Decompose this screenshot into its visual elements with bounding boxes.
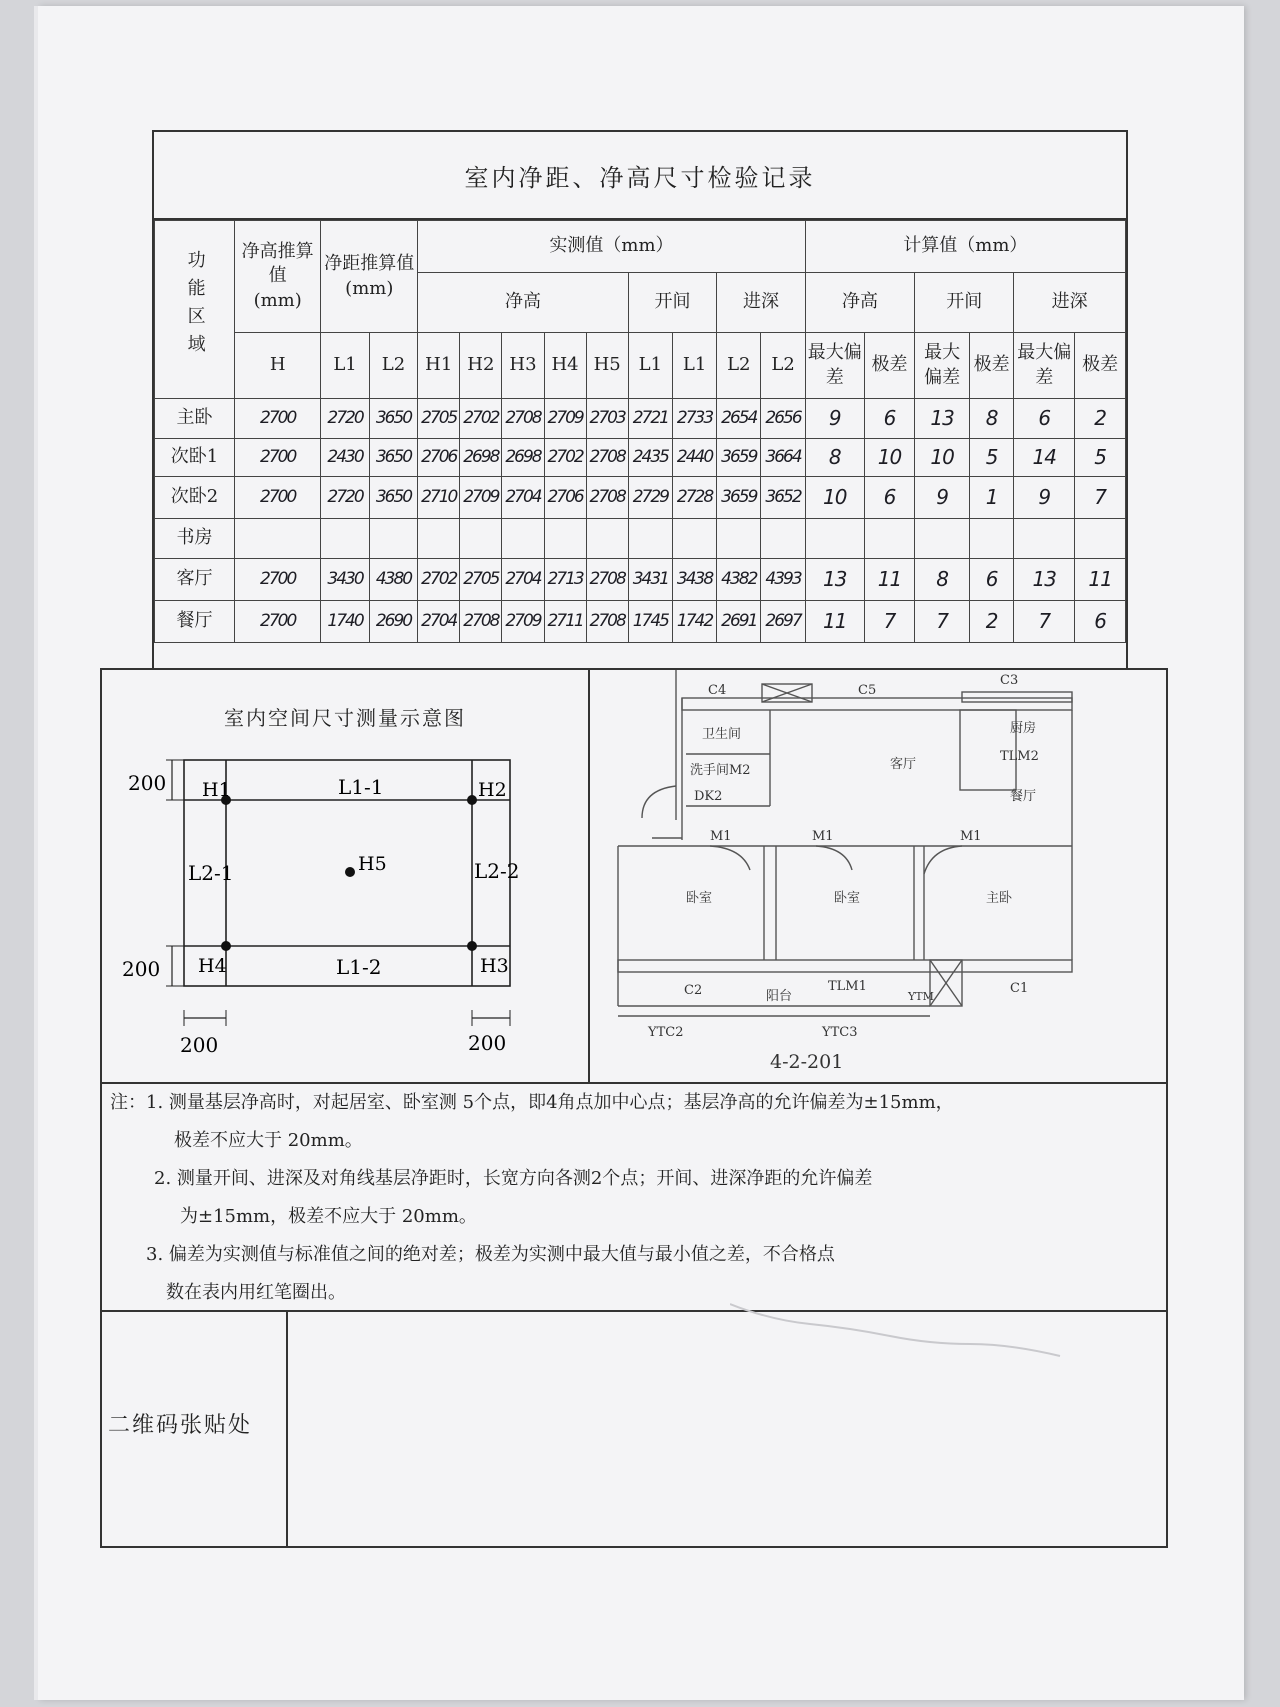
table-cell: 2430 <box>321 439 369 477</box>
note-line: 3. 偏差为实测值与标准值之间的绝对差；极差为实测中最大值与最小值之差，不合格点 <box>146 1244 835 1265</box>
plan-label: C4 <box>708 683 727 698</box>
table-cell: 3431 <box>628 559 672 601</box>
row-region-name: 主卧 <box>155 399 235 439</box>
table-cell: 3650 <box>369 439 417 477</box>
record-sheet <box>152 130 1128 670</box>
floor-plan-sketch <box>590 670 1166 1082</box>
table-cell: 2704 <box>418 601 460 643</box>
plan-label: 厨房 <box>1010 721 1037 736</box>
table-cell: 2654 <box>717 399 761 439</box>
computed-bay-header: 开间 <box>915 273 1014 333</box>
table-row <box>155 477 1126 519</box>
table-cell <box>586 519 628 559</box>
col-bay-maxdev: 最大偏差 <box>915 333 970 399</box>
table-cell: 2704 <box>502 559 544 601</box>
table-cell: 8 <box>969 399 1013 439</box>
span-label: L1-1 <box>338 775 384 799</box>
table-cell <box>418 519 460 559</box>
table-cell <box>761 519 805 559</box>
table-cell: 6 <box>1014 399 1075 439</box>
table-cell: 2705 <box>418 399 460 439</box>
row-region-name: 次卧2 <box>155 477 235 519</box>
table-cell: 2698 <box>502 439 544 477</box>
table-cell: 2656 <box>761 399 805 439</box>
l-estimate-header: 净距推算值 (mm) <box>321 221 418 333</box>
qr-label-cell <box>102 1312 288 1546</box>
h-estimate-header: 净高推算值 (mm) <box>235 221 321 333</box>
table-cell: 1 <box>969 477 1013 519</box>
table-cell: 3650 <box>369 477 417 519</box>
plan-label: C2 <box>684 983 703 998</box>
note-line: 2. 测量开间、进深及对角线基层净距时，长宽方向各测2个点；开间、进深净距的允许偏差 <box>154 1168 873 1189</box>
point-label: H4 <box>198 955 227 977</box>
table-cell: 11 <box>1075 559 1126 601</box>
qr-label: 二维码张贴处 <box>108 1413 253 1438</box>
table-cell: 13 <box>805 559 864 601</box>
table-cell: 2440 <box>672 439 716 477</box>
span-label: L2-1 <box>188 861 234 885</box>
table-cell: 7 <box>864 601 915 643</box>
table-cell: 13 <box>915 399 970 439</box>
col-h5: H5 <box>586 333 628 399</box>
table-cell: 2720 <box>321 477 369 519</box>
plan-label: YTM <box>908 990 934 1003</box>
floor-plan <box>590 670 1166 1082</box>
inspection-table <box>154 220 1126 643</box>
span-label: L1-2 <box>336 955 382 979</box>
table-cell: 2704 <box>502 477 544 519</box>
plan-label: 餐厅 <box>1010 789 1037 804</box>
table-cell: 2700 <box>235 399 321 439</box>
span-label: L2-2 <box>474 859 520 883</box>
table-cell: 3650 <box>369 399 417 439</box>
measured-header: 实测值（mm） <box>418 221 806 273</box>
note-line: 为±15mm，极差不应大于 20mm。 <box>180 1206 477 1227</box>
plan-label: DK2 <box>694 789 723 804</box>
table-row <box>155 601 1126 643</box>
table-cell: 4393 <box>761 559 805 601</box>
row-region-name: 客厅 <box>155 559 235 601</box>
table-cell: 2721 <box>628 399 672 439</box>
table-cell: 7 <box>1014 601 1075 643</box>
table-cell: 11 <box>864 559 915 601</box>
table-cell: 2710 <box>418 477 460 519</box>
note-line: 注：1. 测量基层净高时，对起居室、卧室测 5个点，即4角点加中心点；基层净高的允许偏差为±15mm， <box>110 1092 954 1113</box>
computed-height-header: 净高 <box>805 273 914 333</box>
table-cell: 2691 <box>717 601 761 643</box>
table-cell <box>502 519 544 559</box>
dim-label: 200 <box>122 957 161 981</box>
table-cell: 2698 <box>460 439 502 477</box>
plan-label: TLM2 <box>1000 749 1039 764</box>
col-h: H <box>235 333 321 399</box>
table-cell <box>672 519 716 559</box>
note-line: 数在表内用红笔圈出。 <box>166 1282 346 1303</box>
table-cell: 3659 <box>717 439 761 477</box>
table-cell: 2706 <box>544 477 586 519</box>
plan-label: 主卧 <box>986 891 1013 906</box>
row-region-name: 书房 <box>155 519 235 559</box>
table-cell: 13 <box>1014 559 1075 601</box>
diagram-title: 室内空间尺寸测量示意图 <box>224 706 466 730</box>
plan-caption: 4-2-201 <box>770 1051 844 1073</box>
table-cell: 3652 <box>761 477 805 519</box>
table-cell: 2708 <box>586 601 628 643</box>
table-cell: 1740 <box>321 601 369 643</box>
region-header: 功能区域 <box>155 221 235 399</box>
col-bay-l1a: L1 <box>628 333 672 399</box>
table-cell <box>369 519 417 559</box>
col-l2: L2 <box>369 333 417 399</box>
table-cell: 2702 <box>544 439 586 477</box>
col-depth-range: 极差 <box>1075 333 1126 399</box>
table-cell: 3430 <box>321 559 369 601</box>
table-cell: 2 <box>969 601 1013 643</box>
table-cell: 3438 <box>672 559 716 601</box>
document-title: 室内净距、净高尺寸检验记录 <box>154 132 1126 220</box>
table-cell: 2700 <box>235 477 321 519</box>
table-cell: 2708 <box>502 399 544 439</box>
col-h4: H4 <box>544 333 586 399</box>
table-body <box>155 399 1126 643</box>
table-cell: 2705 <box>460 559 502 601</box>
col-depth-l2a: L2 <box>717 333 761 399</box>
col-l1: L1 <box>321 333 369 399</box>
table-cell: 1742 <box>672 601 716 643</box>
dim-label: 200 <box>180 1033 219 1057</box>
computed-header: 计算值（mm） <box>805 221 1125 273</box>
plan-label: 卫生间 <box>702 727 742 742</box>
table-cell: 9 <box>1014 477 1075 519</box>
table-cell: 14 <box>1014 439 1075 477</box>
plan-label: C5 <box>858 683 877 698</box>
table-cell: 11 <box>805 601 864 643</box>
point-label: H3 <box>480 955 509 977</box>
table-cell: 5 <box>1075 439 1126 477</box>
table-cell <box>628 519 672 559</box>
row-region-name: 餐厅 <box>155 601 235 643</box>
table-cell: 10 <box>915 439 970 477</box>
row-region-name: 次卧1 <box>155 439 235 477</box>
table-cell <box>969 519 1013 559</box>
col-h1: H1 <box>418 333 460 399</box>
notes-section <box>102 1082 1166 1310</box>
col-height-range: 极差 <box>864 333 915 399</box>
table-cell: 7 <box>1075 477 1126 519</box>
table-cell <box>864 519 915 559</box>
table-cell: 3659 <box>717 477 761 519</box>
plan-label: YTC2 <box>648 1025 684 1040</box>
plan-label: M1 <box>710 829 732 844</box>
table-cell: 2702 <box>460 399 502 439</box>
point-label: H2 <box>478 779 507 801</box>
table-cell <box>1014 519 1075 559</box>
table-cell: 4382 <box>717 559 761 601</box>
col-h3: H3 <box>502 333 544 399</box>
point-label: H1 <box>202 779 231 801</box>
table-cell: 2733 <box>672 399 716 439</box>
table-cell: 2700 <box>235 439 321 477</box>
table-cell: 9 <box>805 399 864 439</box>
table-cell: 5 <box>969 439 1013 477</box>
table-cell: 10 <box>805 477 864 519</box>
table-cell: 2728 <box>672 477 716 519</box>
plan-label: YTC3 <box>822 1025 858 1040</box>
plan-label: 卧室 <box>834 891 861 906</box>
table-cell: 1745 <box>628 601 672 643</box>
plan-label: 客厅 <box>890 757 917 772</box>
table-cell: 2702 <box>418 559 460 601</box>
col-h2: H2 <box>460 333 502 399</box>
table-cell: 2708 <box>586 439 628 477</box>
table-cell: 10 <box>864 439 915 477</box>
table-cell: 2711 <box>544 601 586 643</box>
table-cell <box>805 519 864 559</box>
table-cell: 2709 <box>460 477 502 519</box>
table-cell: 6 <box>864 399 915 439</box>
table-cell: 8 <box>915 559 970 601</box>
table-cell: 2729 <box>628 477 672 519</box>
table-row <box>155 439 1126 477</box>
table-cell: 9 <box>915 477 970 519</box>
table-row <box>155 559 1126 601</box>
table-cell: 2708 <box>460 601 502 643</box>
dim-label: 200 <box>128 771 167 795</box>
table-cell: 6 <box>1075 601 1126 643</box>
plan-label: 阳台 <box>766 989 793 1004</box>
note-line: 极差不应大于 20mm。 <box>174 1130 363 1151</box>
table-cell: 2709 <box>544 399 586 439</box>
measured-depth-header: 进深 <box>717 273 806 333</box>
table-cell: 2713 <box>544 559 586 601</box>
table-cell: 2706 <box>418 439 460 477</box>
table-cell: 6 <box>969 559 1013 601</box>
plan-label: M1 <box>812 829 834 844</box>
table-cell: 2700 <box>235 559 321 601</box>
table-cell: 2709 <box>502 601 544 643</box>
table-cell <box>1075 519 1126 559</box>
plan-label: M1 <box>960 829 982 844</box>
table-cell: 2708 <box>586 559 628 601</box>
table-cell: 2 <box>1075 399 1126 439</box>
col-depth-maxdev: 最大偏差 <box>1014 333 1075 399</box>
table-cell: 2703 <box>586 399 628 439</box>
lower-section <box>100 668 1168 1548</box>
table-cell <box>544 519 586 559</box>
table-cell: 2700 <box>235 601 321 643</box>
col-bay-range: 极差 <box>969 333 1013 399</box>
table-cell <box>321 519 369 559</box>
col-bay-l1b: L1 <box>672 333 716 399</box>
table-cell: 2690 <box>369 601 417 643</box>
table-cell: 4380 <box>369 559 417 601</box>
plan-label: 卧室 <box>686 891 713 906</box>
table-cell: 3664 <box>761 439 805 477</box>
measurement-diagram <box>102 670 590 1082</box>
plan-label: C3 <box>1000 673 1019 688</box>
table-cell: 8 <box>805 439 864 477</box>
computed-depth-header: 进深 <box>1014 273 1126 333</box>
table-row <box>155 519 1126 559</box>
plan-label: C1 <box>1010 981 1029 996</box>
col-height-maxdev: 最大偏差 <box>805 333 864 399</box>
plan-label: TLM1 <box>828 979 867 994</box>
measured-bay-header: 开间 <box>628 273 716 333</box>
table-cell: 6 <box>864 477 915 519</box>
table-cell <box>717 519 761 559</box>
table-cell <box>915 519 970 559</box>
point-label: H5 <box>358 853 387 875</box>
col-depth-l2b: L2 <box>761 333 805 399</box>
table-cell: 2708 <box>586 477 628 519</box>
table-cell: 7 <box>915 601 970 643</box>
table-cell: 2435 <box>628 439 672 477</box>
table-row <box>155 399 1126 439</box>
table-cell <box>235 519 321 559</box>
table-cell: 2720 <box>321 399 369 439</box>
measured-height-header: 净高 <box>418 273 629 333</box>
measurement-sketch <box>102 670 588 1080</box>
paper-crease <box>730 1300 1070 1360</box>
table-cell: 2697 <box>761 601 805 643</box>
table-cell <box>460 519 502 559</box>
dim-label: 200 <box>468 1031 507 1055</box>
plan-label: 洗手间M2 <box>690 763 751 778</box>
